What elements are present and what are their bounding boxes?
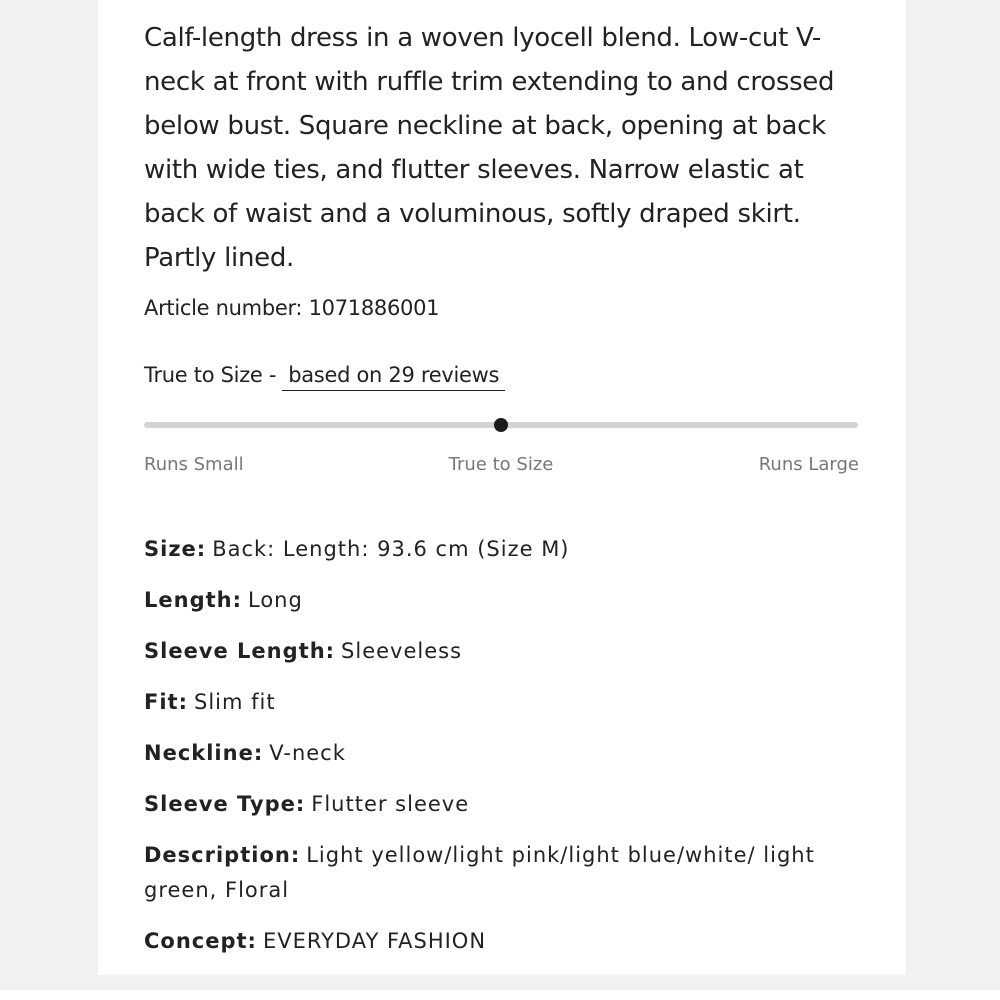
attribute-value: V-neck [269,741,346,765]
attribute-name: Sleeve Length: [144,639,336,663]
scale-label-runs-large: Runs Large [758,454,859,475]
attribute-description [144,838,864,908]
attribute-value: Light yellow/light pink/light blue/white/ light green, Floral [144,843,815,902]
fit-label: True to Size - [144,363,277,387]
attribute-value: Long [248,588,303,612]
attribute-name: Size: [144,537,207,561]
size-fit-summary [144,363,505,391]
attribute-name: Fit: [144,690,188,714]
attribute-name: Description: [144,843,301,867]
attribute-fit [144,685,864,720]
attribute-sleeve-type [144,787,864,822]
attribute-value: Flutter sleeve [311,792,470,816]
product-description: Calf-length dress in a woven lyocell blend. Low-cut V-neck at front with ruffle trim extending to and crossed below bust. Square neckline at back, opening at back with wide ties, and flutter sleeves. Narrow elastic at back of waist and a voluminous, softly draped skirt. Partly lined. [144,23,835,273]
fit-slider [144,418,858,432]
attribute-value: Back: Length: 93.6 cm (Size M) [212,537,570,561]
attribute-value: Sleeveless [341,639,463,663]
attribute-value: Slim fit [193,690,276,714]
attribute-name: Concept: [144,929,257,953]
attribute-sleeve-length [144,634,864,669]
attribute-name: Neckline: [144,741,264,765]
next-panel-edge [0,990,1000,1000]
fit-slider-thumb [494,418,508,432]
article-number: Article number: 1071886001 [144,296,440,320]
product-details-panel [98,0,906,975]
attribute-name: Sleeve Type: [144,792,306,816]
attribute-value: EVERYDAY FASHION [262,929,487,953]
attribute-neckline [144,736,864,771]
attribute-length [144,583,864,618]
attribute-concept [144,924,864,959]
attribute-list [144,532,864,959]
reviews-link[interactable]: based on 29 reviews [282,363,505,391]
attribute-size [144,532,864,567]
attribute-name: Length: [144,588,242,612]
scale-label-runs-small: Runs Small [144,454,244,475]
scale-label-true-to-size: True to Size [448,454,554,475]
